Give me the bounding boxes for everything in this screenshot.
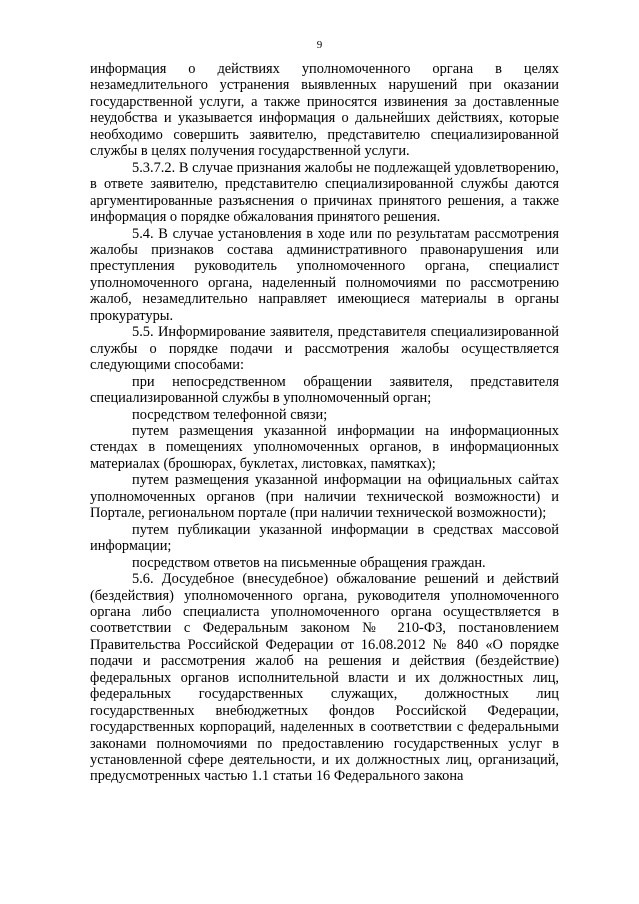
paragraph-5-5: 5.5. Информирование заявителя, представителя специализированной службы о порядке подачи и рассмотрения жалобы осуществляется следующими способами: <box>90 324 559 374</box>
paragraph-continuation: информация о действиях уполномоченного органа в целях незамедлительного устранения выявленных нарушений при оказании государственной услуги, а также приносятся извинения за доставленные неудобства и указывается информация о дальнейших действиях, которые необходимо совершить заявителю, представителю специализированной службы в целях получения государственной услуги. <box>90 61 559 160</box>
list-item-written-answers: посредством ответов на письменные обращения граждан. <box>132 554 486 571</box>
page-content <box>90 61 559 785</box>
page-number: 9 <box>316 39 323 51</box>
list-item-direct-appeal: при непосредственном обращении заявителя, представителя специализированной службы в уполномоченный орган; <box>90 373 559 407</box>
paragraph-5-6: 5.6. Досудебное (внесудебное) обжалование решений и действий (бездействия) уполномоченного органа, руководителя уполномоченного органа либо специалиста уполномоченного органа осуществляется в соответствии с Федеральным законом № 210-ФЗ, постановлением Правительства Российской Федерации от 16.08.2012 № 840 «О порядке подачи и рассмотрения жалоб на решения и действия (бездействие) федеральных органов исполнительной власти и их должностных лиц, федеральных государственных служащих, должностных лиц государственных внебюджетных фондов Российской Федерации, государственных корпораций, наделенных в соответствии с федеральными законами полномочиями по предоставлению государственных услуг в установленной сфере деятельности, и их должностных лиц, организаций, предусмотренных частью 1.1 статьи 16 Федерального закона <box>90 571 559 785</box>
list-item-websites: путем размещения указанной информации на официальных сайтах уполномоченных органов (при наличии технической возможности) и Портале, региональном портале (при наличии технической возможности); <box>90 472 559 522</box>
paragraph-5-3-7-2: 5.3.7.2. В случае признания жалобы не подлежащей удовлетворению, в ответе заявителю, представителю специализированной службы даются аргументированные разъяснения о причинах принятого решения, а также информация о порядке обжалования принятого решения. <box>90 159 559 226</box>
list-item-stands: путем размещения указанной информации на информационных стендах в помещениях уполномоченных органов, в информационных материалах (брошюрах, буклетах, листовках, памятках); <box>90 422 559 472</box>
paragraph-5-4: 5.4. В случае установления в ходе или по результатам рассмотрения жалобы признаков состава административного правонарушения или преступления руководитель уполномоченного органа, специалист уполномоченного органа, наделенный полномочиями по рассмотрению жалоб, незамедлительно направляет имеющиеся материалы в органы прокуратуры. <box>90 225 559 324</box>
list-item-phone: посредством телефонной связи; <box>132 406 328 423</box>
list-item-media: путем публикации указанной информации в средствах массовой информации; <box>90 521 559 555</box>
